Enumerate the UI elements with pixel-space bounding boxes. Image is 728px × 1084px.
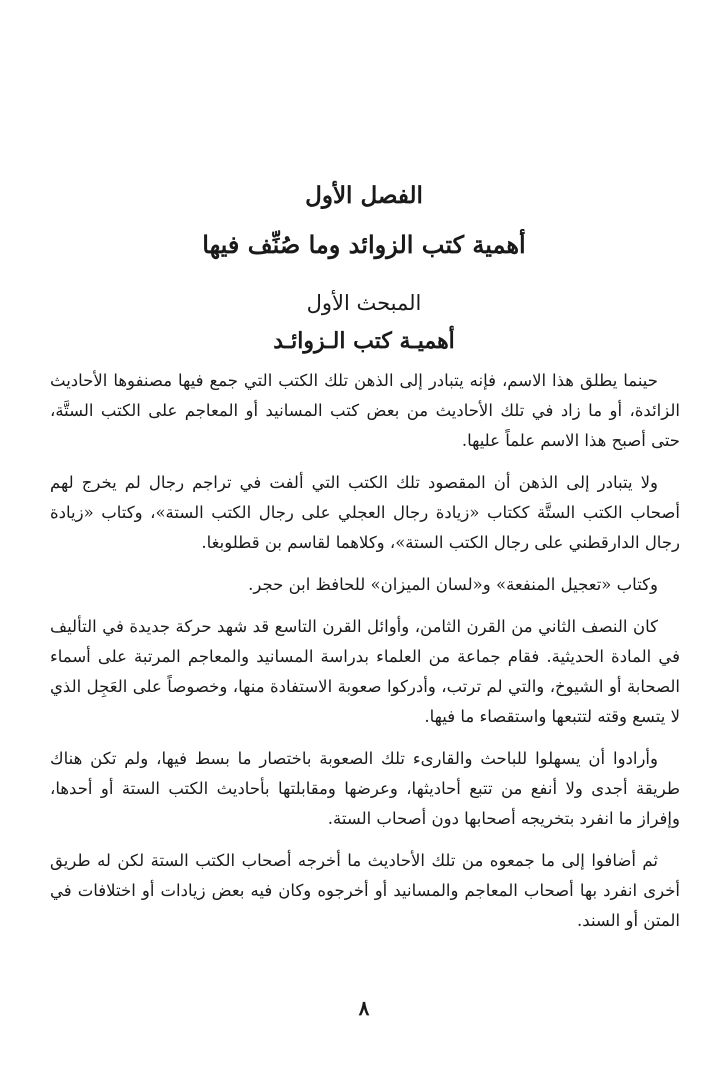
paragraph-5: وأرادوا أن يسهلوا للباحث والقارىء تلك الصعوبة باختصار ما بسط فيها، ولم تكن هناك طريقة أجدى ولا أنفع من تتبع أحاديثها، وعرضها ومقابلتها بأحاديث الكتب الستة أو أحدها، وإفراز ما انفرد بتخريجه أصحابها دون أصحاب الستة. <box>50 749 680 828</box>
section-subtitle: أهميـة كتب الـزوائـد <box>273 328 455 354</box>
chapter-subtitle: أهمية كتب الزوائد وما صُنِّف فيها <box>202 230 526 259</box>
page-number: ٨ <box>358 996 370 1020</box>
paragraph-3: وكتاب «تعجيل المنفعة» و«لسان الميزان» للحافظ ابن حجر. <box>248 575 658 594</box>
paragraph-1: حينما يطلق هذا الاسم، فإنه يتبادر إلى الذهن تلك الكتب التي جمع فيها مصنفوها الأحاديث الزائدة، أو ما زاد في تلك الأحاديث من بعض كتب المسانيد أو المعاجم على الكتب الستَّة، حتى أصبح هذا الاسم علماً عليها. <box>50 371 680 450</box>
paragraph-4: كان النصف الثاني من القرن الثامن، وأوائل القرن التاسع قد شهد حركة جديدة في التأليف في المادة الحديثية. فقام جماعة من العلماء بدراسة المسانيد والمعاجم المرتبة على أسماء الصحابة أو الشيوخ، والتي لم ترتب، وأدركوا صعوبة الاستفادة منها، وخصوصاً على العَجِل الذي لا يتسع وقته لتتبعها واستقصاء ما فيها. <box>50 617 680 726</box>
body-text <box>50 366 680 948</box>
section-title: المبحث الأول <box>306 291 422 315</box>
chapter-title: الفصل الأول <box>305 182 423 209</box>
paragraph-6: ثم أضافوا إلى ما جمعوه من تلك الأحاديث ما أخرجه أصحاب الكتب الستة لكن له طريق أخرى انفرد بها أصحاب المعاجم والمسانيد أو أخرجوه وكان فيه بعض زيادات أو اختلافات في المتن أو السند. <box>50 851 680 930</box>
paragraph-2: ولا يتبادر إلى الذهن أن المقصود تلك الكتب التي ألفت في تراجم رجال لم يخرج لهم أصحاب الكتب الستَّة ككتاب «زيادة رجال العجلي على رجال الكتب الستة»، وكتاب «زيادة رجال الدارقطني على رجال الكتب الستة»، وكلاهما لقاسم بن قطلوبغا. <box>50 473 680 552</box>
